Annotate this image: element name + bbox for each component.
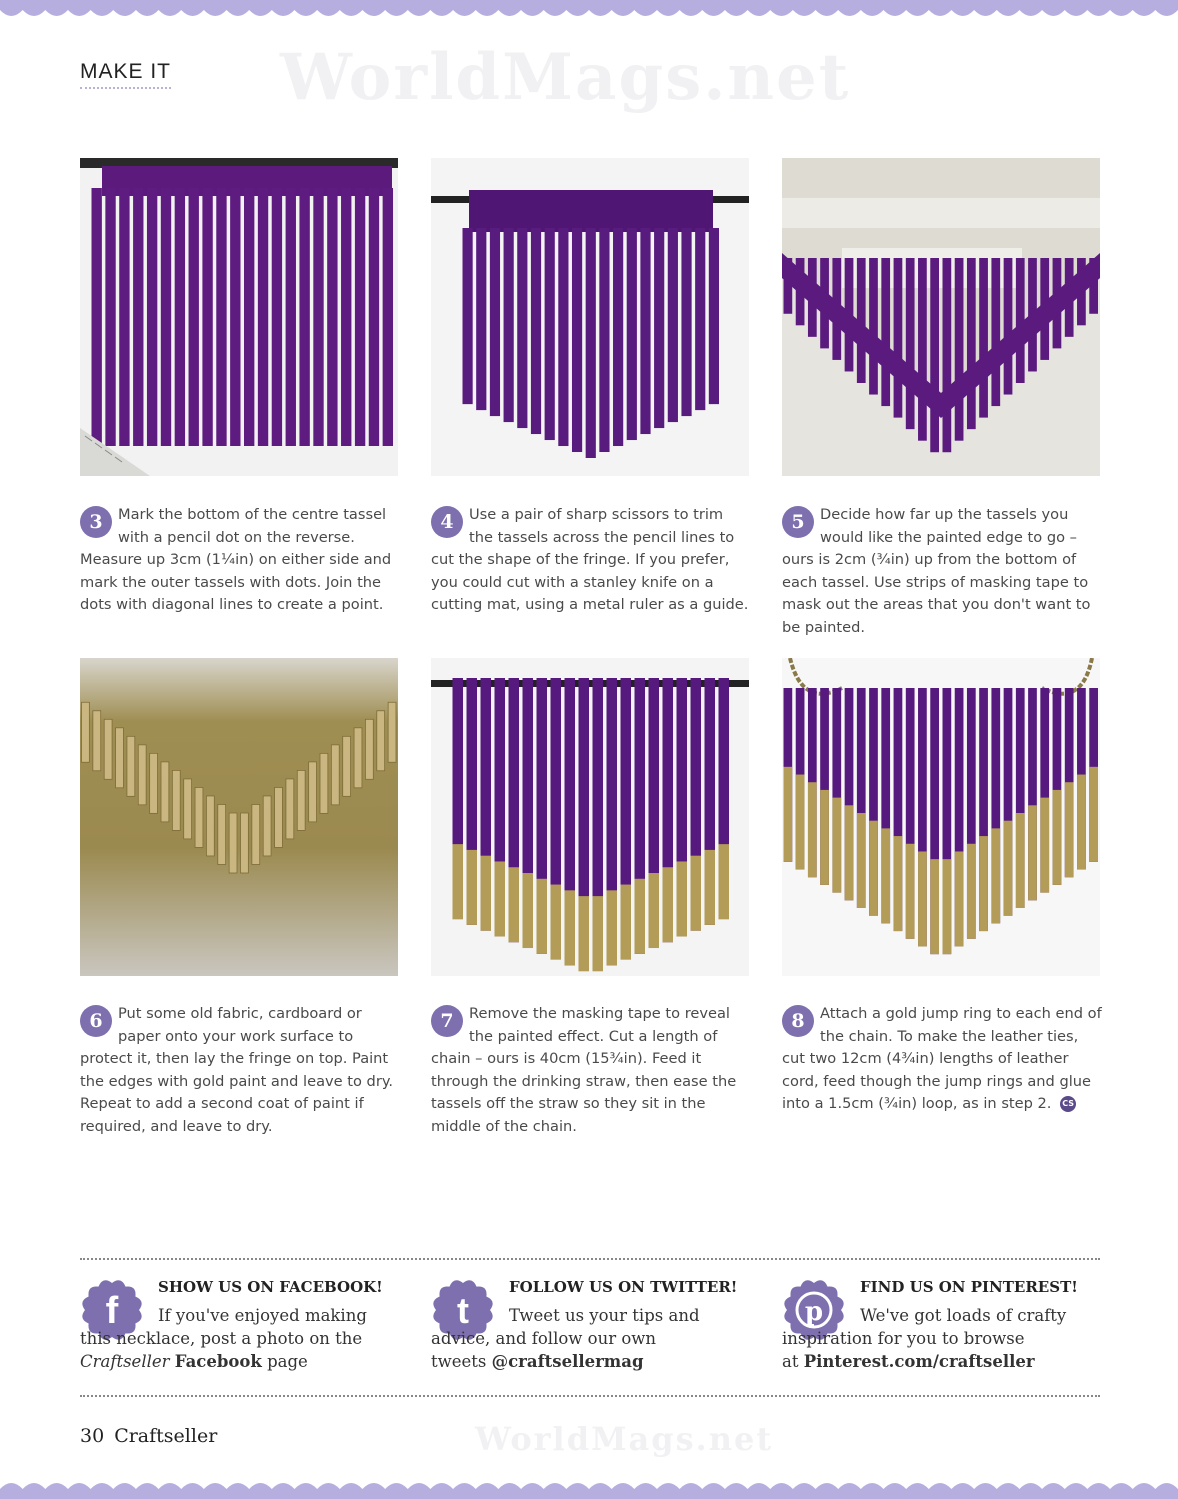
gold-tip	[784, 767, 793, 862]
tassel-strip	[668, 228, 678, 422]
gold-tip	[1028, 805, 1037, 900]
gold-tassel	[354, 728, 362, 788]
gold-tip	[523, 873, 534, 948]
gold-tip	[869, 821, 878, 916]
page-number: 30	[80, 1425, 105, 1447]
watermark-top: WorldMags.net	[280, 40, 851, 115]
pinterest-title: FIND US ON PINTEREST!	[860, 1278, 1078, 1296]
tassel-strip	[105, 188, 115, 446]
svg-text:f: f	[105, 1290, 119, 1332]
top-wave-border	[0, 0, 1178, 22]
gold-tip	[705, 850, 716, 925]
gold-tip	[1053, 790, 1062, 885]
gold-tassel	[343, 736, 351, 796]
gold-tassel	[172, 770, 180, 830]
gold-tassel	[229, 813, 237, 873]
tassel-strip	[161, 188, 171, 446]
step-number-badge: 3	[80, 506, 112, 538]
step-4	[431, 504, 751, 617]
gold-tip	[979, 836, 988, 931]
gold-tip	[1016, 813, 1025, 908]
gold-tassel	[104, 719, 112, 779]
tassel-strip	[92, 188, 102, 446]
photo-step-7	[431, 658, 749, 976]
gold-tip	[894, 836, 903, 931]
watermark-bottom: WorldMags.net	[475, 1420, 774, 1458]
section-title: MAKE IT	[80, 60, 171, 89]
gold-tassel	[184, 779, 192, 839]
gold-tip	[509, 867, 520, 942]
step-number-badge: 4	[431, 506, 463, 538]
page-footer	[80, 1425, 217, 1447]
tassel-strip	[709, 228, 719, 404]
gold-tassel	[320, 753, 328, 813]
tassel-strip	[979, 258, 988, 418]
step-6	[80, 1003, 400, 1139]
tassel-strip	[147, 188, 157, 446]
gold-tip	[1089, 767, 1098, 862]
tassel-strip	[341, 188, 351, 446]
tassel-strip	[572, 228, 582, 452]
facebook-title: SHOW US ON FACEBOOK!	[158, 1278, 383, 1296]
tassel-strip	[504, 228, 514, 422]
tassel-strip	[119, 188, 129, 446]
twitter-pre: tweets	[431, 1352, 487, 1371]
tassel-strip	[586, 228, 596, 458]
facebook-body	[80, 1304, 400, 1373]
tassel-strip	[202, 188, 212, 446]
gold-tassel	[252, 804, 260, 864]
gold-tip	[719, 844, 730, 919]
step-5	[782, 504, 1102, 640]
gold-tassel	[263, 796, 271, 856]
step-number-badge: 7	[431, 1005, 463, 1037]
tassel-strip	[1004, 258, 1013, 395]
tassel-strip	[531, 228, 541, 434]
gold-tip	[551, 885, 562, 960]
tassel-strip	[640, 228, 650, 434]
gold-tassel	[365, 719, 373, 779]
gold-tip	[1077, 775, 1086, 870]
tassel-strip	[313, 188, 323, 446]
gold-tassel	[150, 753, 158, 813]
gold-tip	[1040, 798, 1049, 893]
tassel-strip	[558, 228, 568, 446]
tassel-strip	[463, 228, 473, 404]
tassel-strip	[383, 188, 393, 446]
facebook-line: If you've enjoyed making this necklace, post a photo on the	[80, 1306, 367, 1348]
gold-tip	[677, 861, 688, 936]
tassel-strip	[286, 188, 296, 446]
gold-tip	[1065, 782, 1074, 877]
gold-tip	[1004, 821, 1013, 916]
divider-bottom	[80, 1395, 1100, 1397]
gold-tip	[857, 813, 866, 908]
gold-tassel	[195, 787, 203, 847]
gold-tip	[593, 896, 604, 971]
tassel-strip	[327, 188, 337, 446]
end-mark-icon: CS	[1060, 1096, 1076, 1112]
gold-tassel	[206, 796, 214, 856]
gold-tassel	[138, 745, 146, 805]
gold-tip	[820, 790, 829, 885]
gold-tip	[930, 859, 939, 954]
step-text: Mark the bottom of the centre tassel with a pencil dot on the reverse. Measure up 3cm (1¼in) on either side and mark the outer tassels with dots. Join the dots with diagonal lines to create a point.	[80, 506, 392, 614]
photo-step-4	[431, 158, 749, 476]
gold-tip	[565, 890, 576, 965]
gold-tassel	[286, 779, 294, 839]
gold-tassel	[377, 711, 385, 771]
gold-tassel	[161, 762, 169, 822]
gold-tip	[663, 867, 674, 942]
facebook-box	[80, 1278, 410, 1388]
pinterest-link[interactable]: Pinterest.com/craftseller	[803, 1352, 1035, 1371]
tassel-strip	[545, 228, 555, 440]
gold-tip	[537, 879, 548, 954]
twitter-title: FOLLOW US ON TWITTER!	[509, 1278, 738, 1296]
tassel-strip	[654, 228, 664, 428]
tassel-strip	[476, 228, 486, 410]
facebook-link[interactable]: Facebook	[174, 1352, 262, 1371]
gold-tassel	[127, 736, 135, 796]
gold-tassel	[275, 787, 283, 847]
tassel-strip	[299, 188, 309, 446]
gold-tassel	[218, 804, 226, 864]
svg-text:p: p	[804, 1297, 824, 1327]
gold-tip	[943, 859, 952, 954]
gold-tip	[955, 851, 964, 946]
gold-tip	[635, 879, 646, 954]
gold-tip	[467, 850, 478, 925]
gold-tip	[649, 873, 660, 948]
tassel-strip	[681, 228, 691, 416]
tassel-strip	[272, 188, 282, 446]
step-3	[80, 504, 400, 617]
tassel-strip	[918, 258, 927, 441]
tassel-strip	[894, 258, 903, 418]
step-number-badge: 5	[782, 506, 814, 538]
gold-tip	[967, 844, 976, 939]
photo-step-6	[80, 658, 398, 976]
magazine-name: Craftseller	[114, 1425, 218, 1447]
tassel-strip	[991, 258, 1000, 406]
gold-tip	[845, 805, 854, 900]
facebook-end: page	[267, 1352, 308, 1371]
gold-tip	[495, 861, 506, 936]
divider-top	[80, 1258, 1100, 1260]
gold-tip	[453, 844, 464, 919]
photo-step-8	[782, 658, 1100, 976]
gold-tip	[918, 851, 927, 946]
tassel-strip	[517, 228, 527, 428]
gold-tassel	[297, 770, 305, 830]
twitter-line: Tweet us your tips and advice, and follow our own	[431, 1306, 700, 1348]
tassel-strip	[906, 258, 915, 429]
gold-tassel	[116, 728, 124, 788]
tassel-strip	[869, 258, 878, 395]
tassel-strip	[216, 188, 226, 446]
twitter-body	[431, 1304, 751, 1373]
tassel-strip	[881, 258, 890, 406]
twitter-box	[431, 1278, 761, 1388]
tassel-strip	[930, 258, 939, 452]
gold-tip	[481, 856, 492, 931]
step-text: Use a pair of sharp scissors to trim the tassels across the pencil lines to cut the shape of the fringe. If you prefer, you could cut with a stanley knife on a cutting mat, using a metal ruler as a guide.	[431, 506, 749, 614]
tassel-strip	[967, 258, 976, 429]
gold-tassel	[93, 711, 101, 771]
gold-tip	[796, 775, 805, 870]
tassel-strip	[230, 188, 240, 446]
gold-tassel	[241, 813, 249, 873]
gold-tassel	[388, 702, 396, 762]
pinterest-body	[782, 1304, 1102, 1373]
tassel-strip	[189, 188, 199, 446]
step-8	[782, 1003, 1102, 1116]
tassel-strip	[369, 188, 379, 446]
gold-tip	[579, 896, 590, 971]
tassel-strip	[627, 228, 637, 440]
tassel-strip	[695, 228, 705, 410]
gold-tip	[691, 856, 702, 931]
gold-tip	[906, 844, 915, 939]
gold-tassel	[331, 745, 339, 805]
svg-text:t: t	[457, 1290, 469, 1331]
gold-tassel	[82, 702, 90, 762]
tassel-strip	[955, 258, 964, 441]
step-number-badge: 6	[80, 1005, 112, 1037]
pinterest-line: We've got loads of crafty inspiration for you to browse	[782, 1306, 1067, 1348]
facebook-brand: Craftseller	[80, 1352, 170, 1371]
twitter-handle-link[interactable]: @craftsellermag	[491, 1352, 644, 1371]
bottom-wave-border	[0, 1477, 1178, 1499]
gold-tip	[881, 828, 890, 923]
pinterest-pre: at	[782, 1352, 799, 1371]
gold-tip	[621, 885, 632, 960]
photo-step-5	[782, 158, 1100, 476]
tassel-strip	[175, 188, 185, 446]
gold-tip	[808, 782, 817, 877]
step-7	[431, 1003, 751, 1139]
tassel-strip	[943, 258, 952, 452]
tassel-strip	[244, 188, 254, 446]
tassel-strip	[1016, 258, 1025, 383]
step-text: Remove the masking tape to reveal the painted effect. Cut a length of chain – ours is 40cm (15¾in). Feed it through the drinking straw, then ease the tassels off the straw so they sit in the middle of the chain.	[431, 1005, 737, 1135]
tassel-strip	[599, 228, 609, 452]
tassel-strip	[355, 188, 365, 446]
tassel-strip	[258, 188, 268, 446]
tassel-strip	[490, 228, 500, 416]
photo-step-3	[80, 158, 398, 476]
tassel-strip	[613, 228, 623, 446]
gold-tip	[607, 890, 618, 965]
gold-tip	[991, 828, 1000, 923]
step-text: Attach a gold jump ring to each end of the chain. To make the leather ties, cut two 12cm (4¾in) lengths of leather cord, feed though the jump rings and glue into a 1.5cm (¾in) loop, as in step 2.	[782, 1005, 1102, 1113]
pinterest-box	[782, 1278, 1112, 1388]
step-number-badge: 8	[782, 1005, 814, 1037]
step-text: Put some old fabric, cardboard or paper onto your work surface to protect it, then lay the fringe on top. Paint the edges with gold paint and leave to dry. Repeat to add a second coat of paint if required, and leave to dry.	[80, 1005, 394, 1135]
gold-tip	[832, 798, 841, 893]
tassel-strip	[133, 188, 143, 446]
step-text: Decide how far up the tassels you would like the painted edge to go – ours is 2cm (¾in) up from the bottom of each tassel. Use strips of masking tape to mask out the areas that you don't want to be painted.	[782, 506, 1091, 636]
gold-tassel	[309, 762, 317, 822]
